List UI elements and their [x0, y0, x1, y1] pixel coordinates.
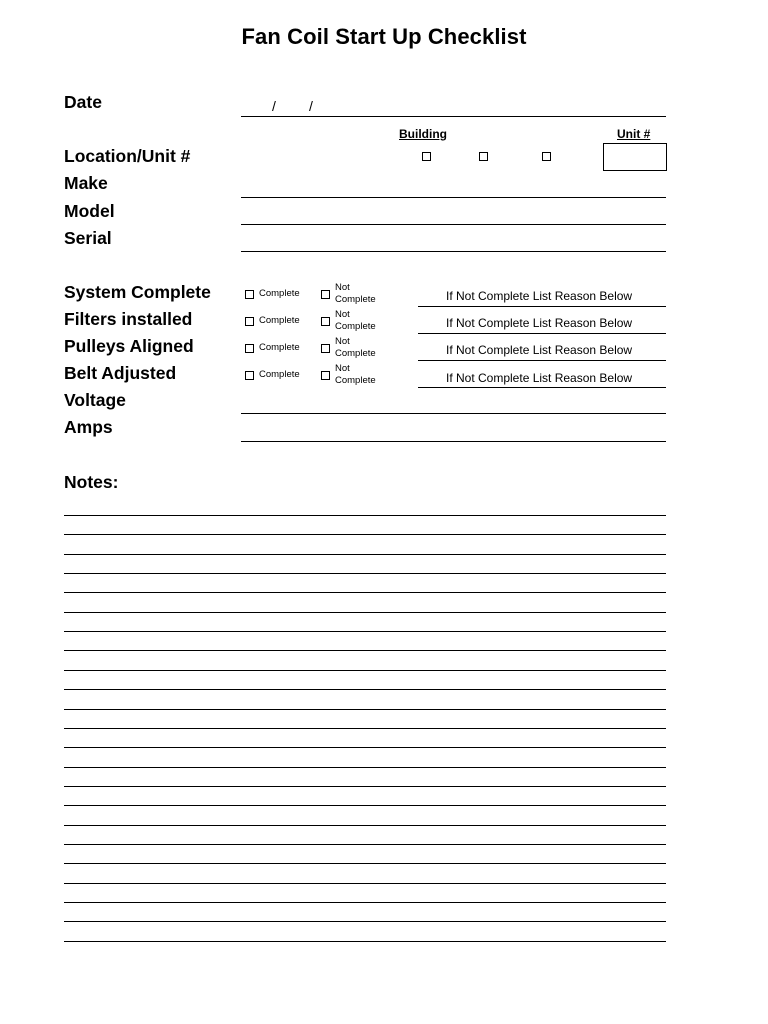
voltage-field-line[interactable] [241, 413, 666, 414]
not-complete-checkbox[interactable] [321, 371, 330, 380]
reason-line[interactable] [418, 387, 666, 388]
not-complete-option-label: Not Complete [335, 282, 376, 305]
not-complete-checkbox[interactable] [321, 317, 330, 326]
notes-line[interactable] [64, 863, 666, 864]
page-title: Fan Coil Start Up Checklist [241, 24, 527, 49]
notes-line[interactable] [64, 883, 666, 884]
complete-option-label: Complete [259, 342, 300, 353]
notes-line[interactable] [64, 573, 666, 574]
date-label: Date [64, 92, 102, 112]
notes-line[interactable] [64, 902, 666, 903]
reason-prompt: If Not Complete List Reason Below [446, 316, 633, 330]
building-checkbox-2[interactable] [479, 152, 488, 161]
notes-line[interactable] [64, 767, 666, 768]
location-label: Location/Unit # [64, 146, 191, 166]
notes-line[interactable] [64, 844, 666, 845]
date-separator: / [309, 98, 313, 114]
check-row-label: Pulleys Aligned [64, 336, 194, 356]
notes-line[interactable] [64, 554, 666, 555]
unit-number-field[interactable] [603, 143, 667, 171]
reason-line[interactable] [418, 360, 666, 361]
complete-option-label: Complete [259, 369, 300, 380]
complete-checkbox[interactable] [245, 371, 254, 380]
notes-line[interactable] [64, 689, 666, 690]
notes-line[interactable] [64, 670, 666, 671]
reason-line[interactable] [418, 306, 666, 307]
reason-prompt: If Not Complete List Reason Below [446, 343, 633, 357]
reason-line[interactable] [418, 333, 666, 334]
notes-line[interactable] [64, 631, 666, 632]
notes-line[interactable] [64, 825, 666, 826]
amps-label: Amps [64, 417, 113, 437]
model-label: Model [64, 201, 115, 221]
notes-line[interactable] [64, 805, 666, 806]
make-field-line[interactable] [241, 197, 666, 198]
complete-option-label: Complete [259, 288, 300, 299]
date-separator: / [272, 98, 276, 114]
reason-prompt: If Not Complete List Reason Below [446, 371, 633, 385]
notes-line[interactable] [64, 650, 666, 651]
check-row-label: Filters installed [64, 309, 193, 329]
complete-option-label: Complete [259, 315, 300, 326]
unit-header: Unit # [617, 127, 651, 141]
notes-line[interactable] [64, 592, 666, 593]
reason-prompt: If Not Complete List Reason Below [446, 289, 633, 303]
building-header: Building [399, 127, 447, 141]
check-row-label: System Complete [64, 282, 211, 302]
notes-line[interactable] [64, 728, 666, 729]
check-row-label: Belt Adjusted [64, 363, 177, 383]
notes-line[interactable] [64, 747, 666, 748]
notes-label: Notes: [64, 472, 119, 492]
notes-line[interactable] [64, 941, 666, 942]
notes-line[interactable] [64, 921, 666, 922]
notes-line[interactable] [64, 534, 666, 535]
date-field-line[interactable] [241, 116, 666, 117]
not-complete-option-label: Not Complete [335, 309, 376, 332]
notes-line[interactable] [64, 786, 666, 787]
complete-checkbox[interactable] [245, 317, 254, 326]
voltage-label: Voltage [64, 390, 126, 410]
complete-checkbox[interactable] [245, 290, 254, 299]
not-complete-option-label: Not Complete [335, 336, 376, 359]
building-checkbox-1[interactable] [422, 152, 431, 161]
amps-field-line[interactable] [241, 441, 666, 442]
building-checkbox-3[interactable] [542, 152, 551, 161]
notes-line[interactable] [64, 515, 666, 516]
not-complete-checkbox[interactable] [321, 344, 330, 353]
serial-field-line[interactable] [241, 251, 666, 252]
serial-label: Serial [64, 228, 112, 248]
complete-checkbox[interactable] [245, 344, 254, 353]
not-complete-checkbox[interactable] [321, 290, 330, 299]
notes-line[interactable] [64, 612, 666, 613]
make-label: Make [64, 173, 108, 193]
model-field-line[interactable] [241, 224, 666, 225]
not-complete-option-label: Not Complete [335, 363, 376, 386]
notes-line[interactable] [64, 709, 666, 710]
